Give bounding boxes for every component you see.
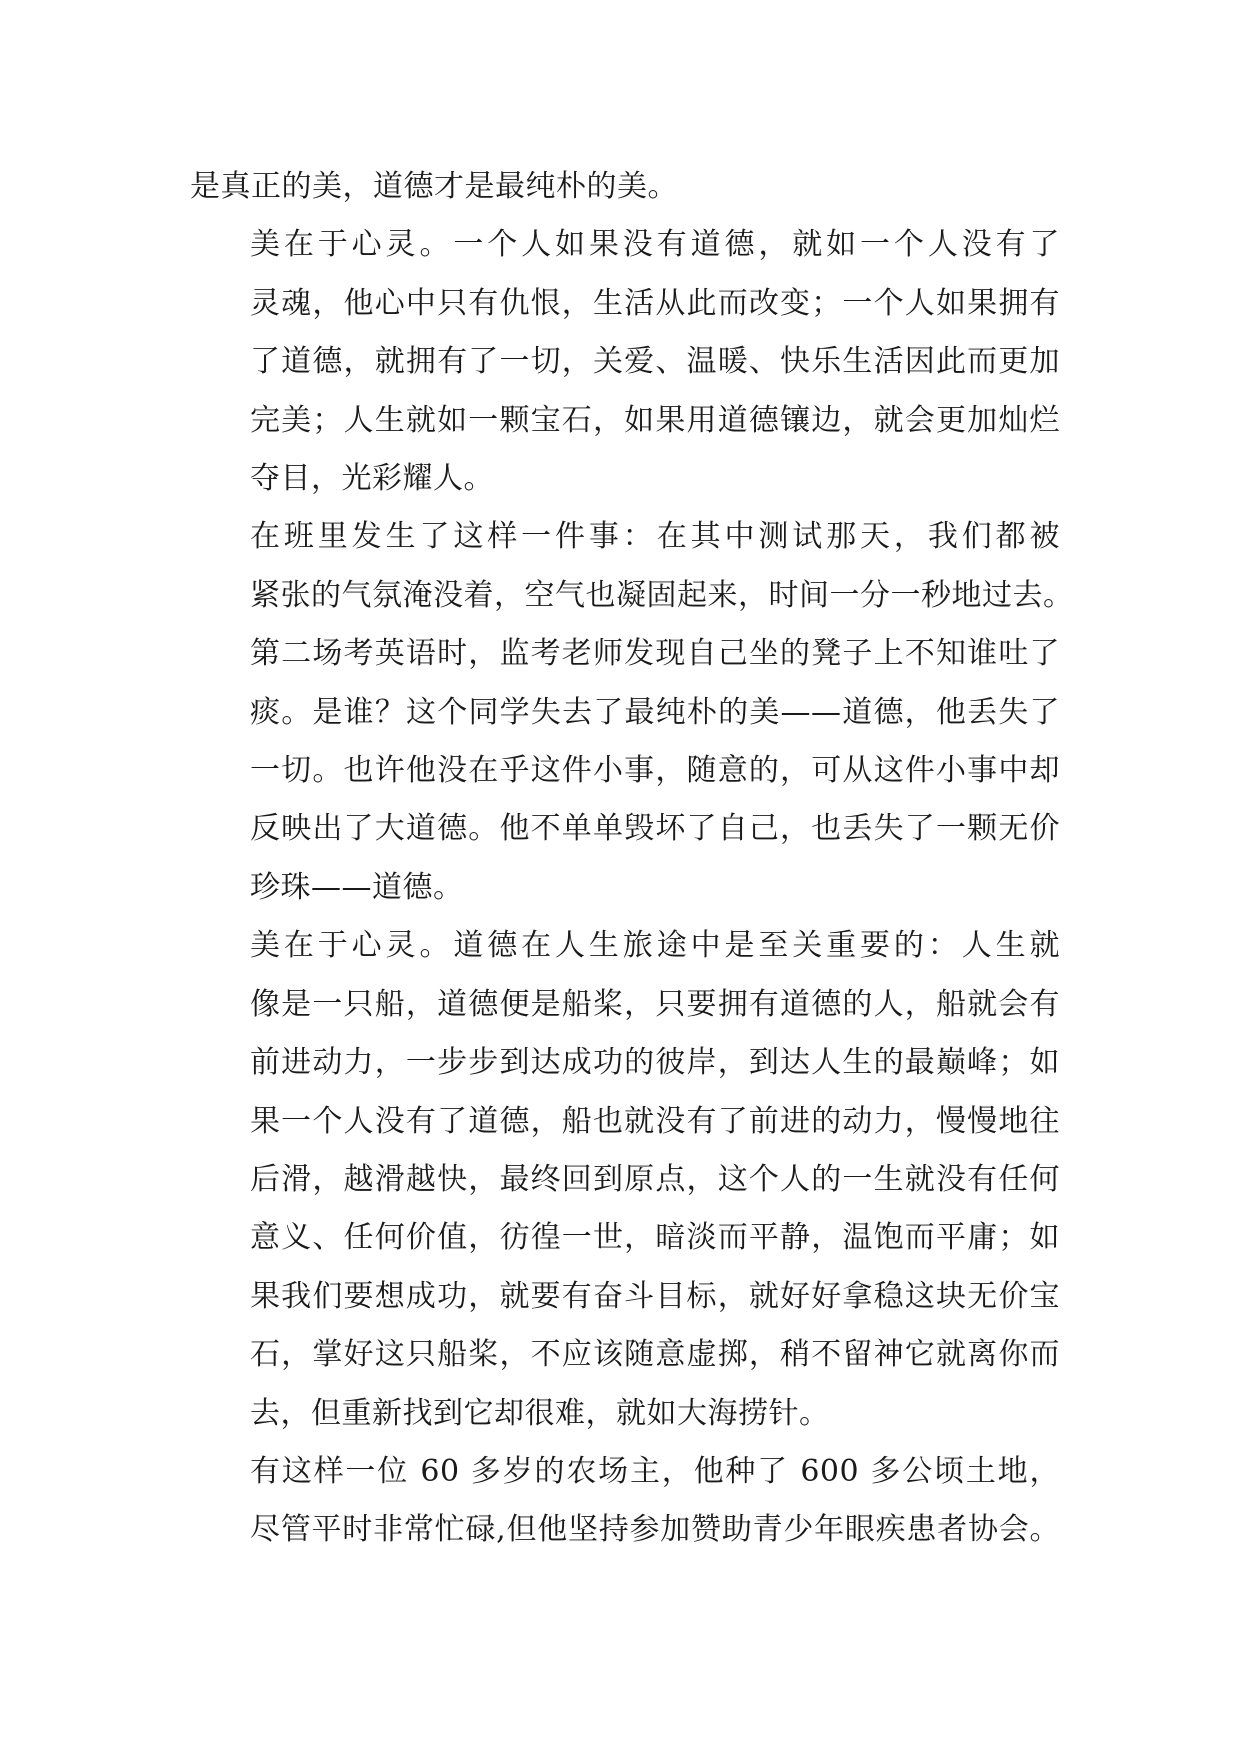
document-body (190, 158, 1074, 1560)
text-line: 了道德，就拥有了一切，关爱、温暖、快乐生活因此而更加 (250, 344, 1060, 380)
text-line: 美在于心灵。一个人如果没有道德，就如一个人没有了 (250, 227, 1060, 263)
paragraph (190, 1443, 1060, 1560)
text-line: 珍珠——道德。 (250, 869, 464, 905)
text-line: 痰。是谁？这个同学失去了最纯朴的美——道德，他丢失了 (250, 694, 1060, 730)
text-line: 果我们要想成功，就要有奋斗目标，就好好拿稳这块无价宝 (250, 1278, 1060, 1314)
text-line: 在班里发生了这样一件事：在其中测试那天，我们都被 (250, 519, 1060, 555)
text-line: 紧张的气氛淹没着，空气也凝固起来，时间一分一秒地过去。 (250, 577, 1074, 613)
text-line: 是真正的美，道德才是最纯朴的美。 (190, 169, 678, 204)
text-line: 去，但重新找到它却很难，就如大海捞针。 (250, 1395, 830, 1431)
text-line: 第二场考英语时，监考老师发现自己坐的凳子上不知谁吐了 (250, 636, 1060, 672)
paragraph (190, 508, 1074, 917)
paragraph (190, 158, 1060, 216)
text-line: 后滑，越滑越快，最终回到原点，这个人的一生就没有任何 (250, 1161, 1060, 1197)
text-line: 尽管平时非常忙碌,但他坚持参加赞助青少年眼疾患者协会。 (250, 1512, 1060, 1548)
paragraph (190, 216, 1060, 508)
text-line: 石，掌好这只船桨，不应该随意虚掷，稍不留神它就离你而 (250, 1337, 1060, 1373)
text-line: 灵魂，他心中只有仇恨，生活从此而改变；一个人如果拥有 (250, 285, 1060, 321)
text-line: 前进动力，一步步到达成功的彼岸，到达人生的最巅峰；如 (250, 1045, 1060, 1081)
text-line: 一切。也许他没在乎这件小事，随意的，可从这件小事中却 (250, 753, 1060, 789)
text-line: 像是一只船，道德便是船桨，只要拥有道德的人，船就会有 (250, 986, 1060, 1022)
text-line: 果一个人没有了道德，船也就没有了前进的动力，慢慢地往 (250, 1103, 1060, 1139)
text-line: 美在于心灵。道德在人生旅途中是至关重要的：人生就 (250, 928, 1060, 964)
text-line: 夺目，光彩耀人。 (250, 461, 494, 497)
text-line: 反映出了大道德。他不单单毁坏了自己，也丢失了一颗无价 (250, 811, 1060, 847)
text-line: 完美；人生就如一颗宝石，如果用道德镶边，就会更加灿烂 (250, 402, 1060, 438)
paragraph (190, 917, 1060, 1443)
text-line: 意义、任何价值，彷徨一世，暗淡而平静，温饱而平庸；如 (250, 1220, 1060, 1256)
text-line: 有这样一位 60 多岁的农场主，他种了 600 多公顷土地， (250, 1453, 1060, 1489)
